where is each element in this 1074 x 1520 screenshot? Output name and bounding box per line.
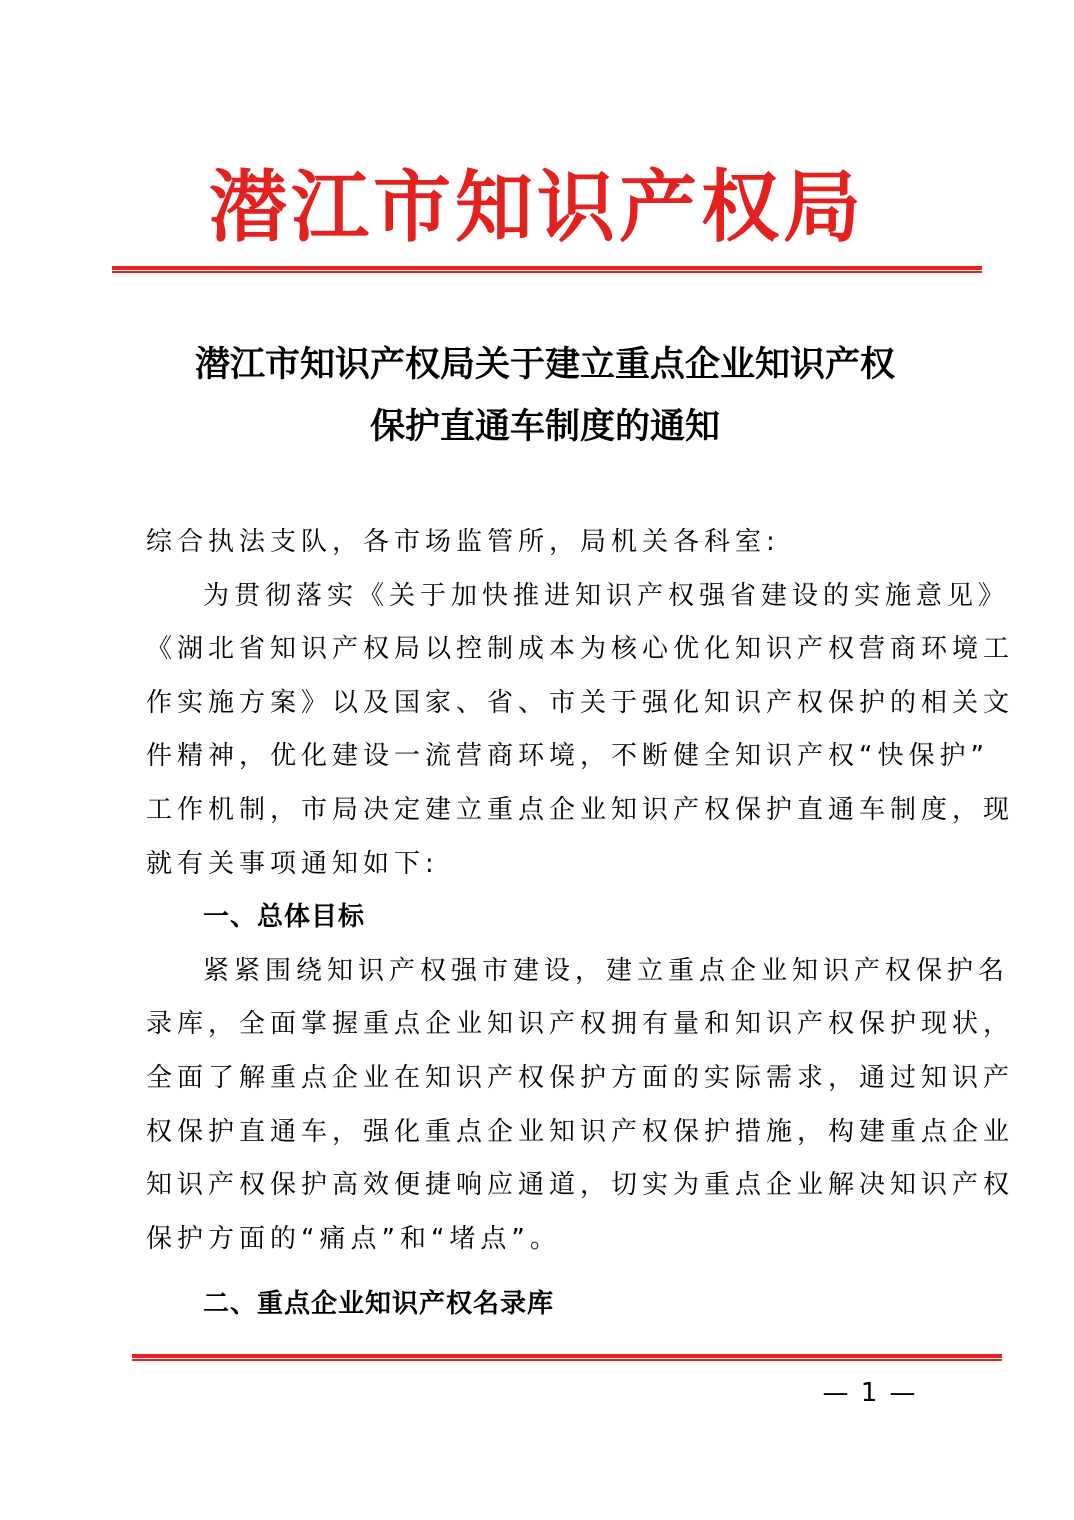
intro-line-1: 为贯彻落实《关于加快推进知识产权强省建设的实施意见》 xyxy=(203,580,1010,611)
salutation: 综合执法支队，各市场监管所，局机关各科室: xyxy=(146,527,780,557)
document-title xyxy=(110,334,980,458)
section-1-line-4: 权保护直通车，强化重点企业知识产权保护措施，构建重点企业 xyxy=(146,1116,1015,1147)
document-body xyxy=(146,516,1015,1332)
page-number: — 1 — xyxy=(822,1378,918,1408)
document-title-line-2: 保护直通车制度的通知 xyxy=(369,406,720,447)
intro-line-3: 作实施方案》以及国家、省、市关于强化知识产权保护的相关文 xyxy=(146,687,1015,718)
section-2-heading: 二、重点企业知识产权名录库 xyxy=(203,1289,555,1320)
section-1-heading: 一、总体目标 xyxy=(203,902,366,933)
intro-line-2: 《湖北省知识产权局以控制成本为核心优化知识产权营商环境工 xyxy=(146,634,1015,665)
letterhead-org-name: 潜江市知识产权局 xyxy=(208,162,865,253)
footer-red-rule xyxy=(132,1354,1002,1361)
document-title-line-1: 潜江市知识产权局关于建立重点企业知识产权 xyxy=(194,344,895,385)
section-1-line-1: 紧紧围绕知识产权强市建设，建立重点企业知识产权保护名 xyxy=(203,955,1010,986)
intro-line-4: 件精神，优化建设一流营商环境，不断健全知识产权“快保护” xyxy=(146,741,989,772)
section-1-line-5: 知识产权保护高效便捷响应通道，切实为重点企业解决知识产权 xyxy=(146,1170,1015,1201)
section-1-line-6: 保护方面的“痛点”和“堵点”。 xyxy=(146,1223,561,1254)
section-1-line-3: 全面了解重点企业在知识产权保护方面的实际需求，通过知识产 xyxy=(146,1062,1015,1093)
header-red-rule xyxy=(112,266,982,273)
intro-line-6: 就有关事项通知如下: xyxy=(146,848,439,879)
intro-line-5: 工作机制，市局决定建立重点企业知识产权保护直通车制度，现 xyxy=(146,794,1015,825)
section-1-line-2: 录库，全面掌握重点企业知识产权拥有量和知识产权保护现状， xyxy=(146,1009,1015,1040)
